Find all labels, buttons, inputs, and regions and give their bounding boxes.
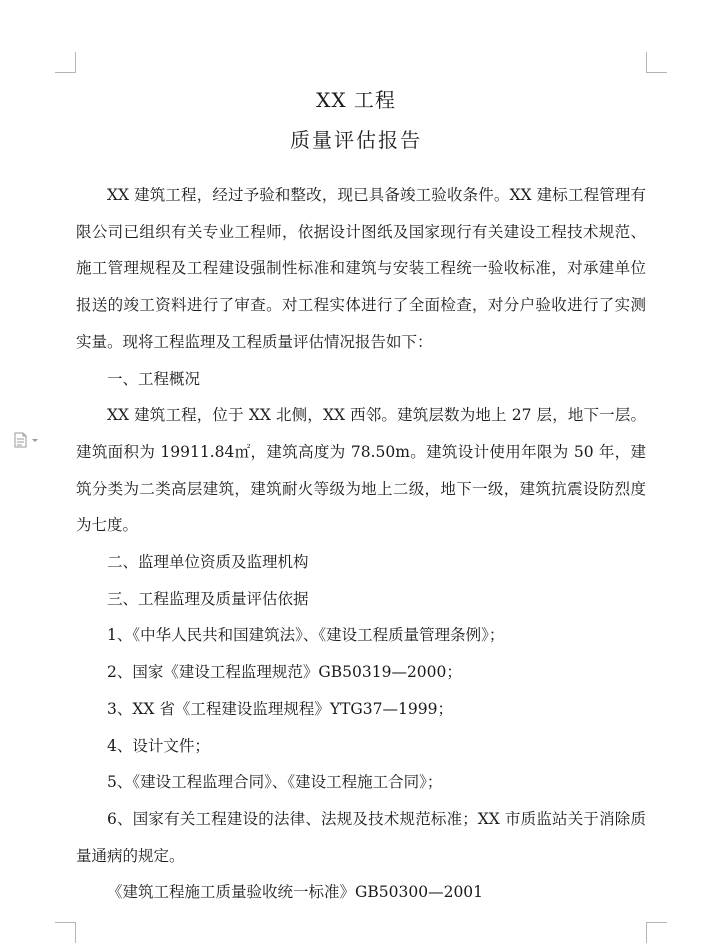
page-corner-mark-bottom-left (55, 922, 76, 943)
list-item-basis-5: 5、《建设工程监理合同》、《建设工程施工合同》； (107, 773, 443, 792)
list-item-basis-6: 6、国家有关工程建设的法律、法规及技术规范标准；XX 市质监站关于消除质量通病的规定。 (76, 809, 646, 865)
section-heading-project-overview: 一、工程概况 (107, 369, 201, 388)
list-item-basis-2: 2、国家《建设工程监理规范》GB50319—2000； (107, 663, 462, 682)
section-heading-supervision-unit: 二、监理单位资质及监理机构 (107, 553, 309, 572)
document-icon[interactable] (14, 432, 42, 448)
document-body (76, 177, 646, 911)
document-subtitle: 质量评估报告 (290, 128, 422, 152)
list-item-basis-1: 1、《中华人民共和国建筑法》、《建设工程质量管理条例》； (107, 626, 505, 645)
paragraph-project-overview: XX 建筑工程，位于 XX 北侧，XX 西邻。建筑层数为地上 27 层，地下一层。建筑面积为 19911.84㎡，建筑高度为 78.50m。建筑设计使用年限为 50 年，建筑分类为二类高层建筑，建筑耐火等级为地上二级，地下一级，建筑抗震设防烈度为七度。 (76, 406, 646, 535)
section-heading-evaluation-basis: 三、工程监理及质量评估依据 (107, 589, 309, 608)
list-item-basis-3: 3、XX 省《工程建设监理规程》YTG37—1999； (107, 699, 453, 718)
document-title: XX 工程 (316, 88, 396, 112)
chevron-down-icon (32, 439, 38, 442)
paragraph-intro: XX 建筑工程，经过予验和整改，现已具备竣工验收条件。XX 建标工程管理有限公司已组织有关专业工程师，依据设计图纸及国家现行有关建设工程技术规范、施工管理规程及工程建设强制性标准和建筑与安装工程统一验收标准，对承建单位报送的竣工资料进行了审查。对工程实体进行了全面检查，对分户验收进行了实测实量。现将工程监理及工程质量评估情况报告如下： (76, 186, 646, 351)
list-item-basis-4: 4、设计文件； (107, 736, 210, 755)
list-item-basis-standard: 《建筑工程施工质量验收统一标准》GB50300—2001 (107, 883, 484, 902)
page-corner-mark-bottom-right (646, 922, 667, 943)
page-corner-mark-top-left (55, 52, 76, 73)
page-corner-mark-top-right (646, 52, 667, 73)
